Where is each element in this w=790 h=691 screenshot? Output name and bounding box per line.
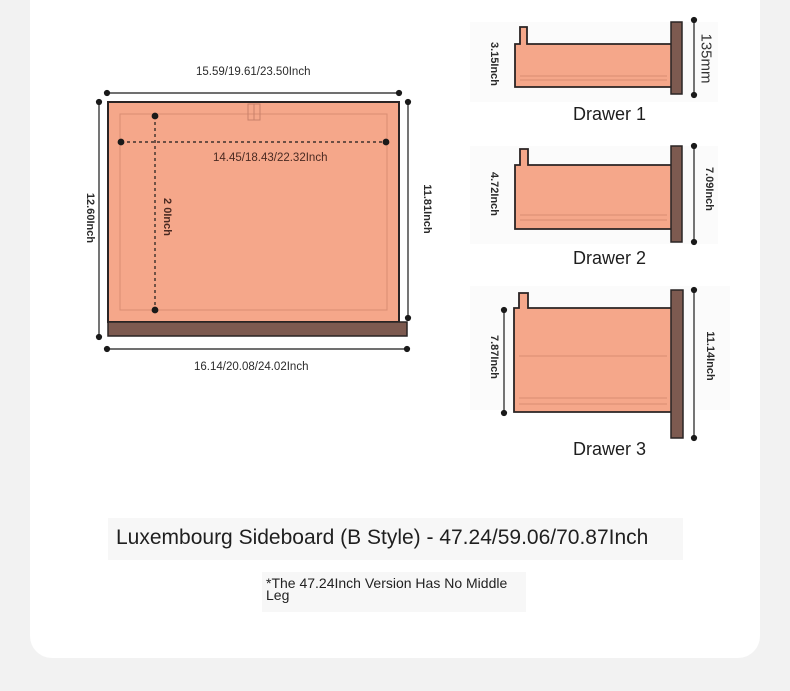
product-title: Luxembourg Sideboard (B Style) - 47.24/59.06/70.87Inch [116,526,649,549]
drawer-1-front-height-label: 135mm [697,33,715,84]
footnote-box [262,572,526,612]
cabinet-height-label: 12.60Inch [84,192,96,244]
product-title-box [108,518,683,560]
drawer-3-drawing [470,286,730,438]
cabinet-inner-width-label: 14.45/18.43/22.32Inch [213,152,328,164]
cabinet-inner-height-label: 11.81Inch [421,184,433,234]
drawer-2-height-label: 4.72Inch [488,171,500,217]
footnote: *The 47.24Inch Version Has No Middle Leg [266,575,508,603]
drawer-3-front-height-label: 11.14Inch [704,331,716,381]
cabinet-body [108,102,399,322]
cabinet-drawing [108,102,407,336]
drawer-3-name: Drawer 3 [573,439,647,459]
drawer-2-name: Drawer 2 [573,248,647,268]
drawer-1-drawing [470,22,718,102]
cabinet-depth-label: 2 0Inch [161,198,173,236]
cabinet-bottom-width-label: 16.14/20.08/24.02Inch [194,361,309,373]
drawer-3-height-label: 7.87Inch [488,334,500,380]
cabinet-top-width-label: 15.59/19.61/23.50Inch [196,66,311,78]
drawer-1-name: Drawer 1 [573,104,647,124]
drawer-2-drawing [470,146,718,244]
drawer-2-front-height-label: 7.09Inch [703,166,715,212]
drawer-1-height-label: 3.15Inch [488,41,500,87]
cabinet-base [108,322,407,336]
